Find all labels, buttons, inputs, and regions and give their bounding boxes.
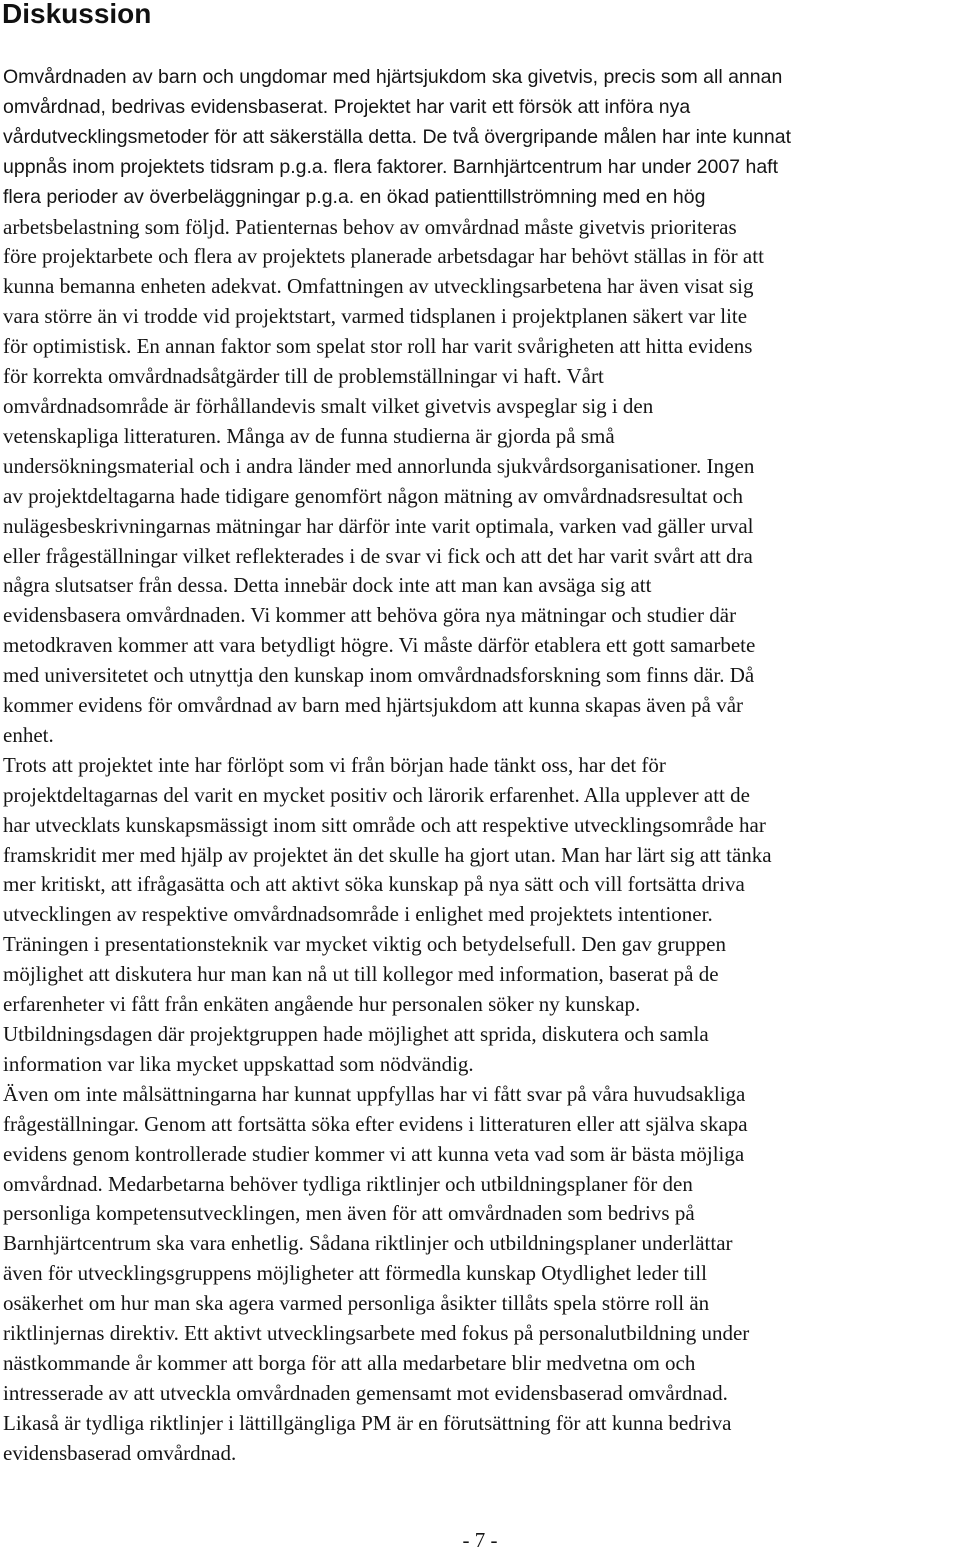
- text-line: evidensbasera omvårdnaden. Vi kommer att behöva göra nya mätningar och studier där: [3, 603, 737, 628]
- text-line: osäkerhet om hur man ska agera varmed personliga åsikter tillåts spela större roll än: [3, 1291, 710, 1316]
- text-line: omvårdnadsområde är förhållandevis smalt vilket givetvis avspeglar sig i den: [3, 393, 654, 418]
- text-line: intresserade av att utveckla omvårdnaden gemensamt mot evidensbaserad omvårdnad.: [3, 1380, 728, 1405]
- page-number: - 7 -: [462, 1528, 498, 1552]
- text-line: Träningen i presentationsteknik var mycket viktig och betydelsefull. Den gav gruppen: [3, 932, 726, 957]
- text-line: med universitetet och utnyttja den kunskap inom omvårdnadsforskning som finns där. Då: [3, 663, 755, 688]
- text-line: utvecklingen av respektive omvårdnadsområde i enlighet med projektets intentioner.: [3, 902, 713, 927]
- text-line: information var lika mycket uppskattad som nödvändig.: [3, 1051, 474, 1076]
- text-line: metodkraven kommer att vara betydligt högre. Vi måste därför etablera ett gott samarbete: [3, 633, 756, 658]
- text-line: före projektarbete och flera av projektets planerade arbetsdagar har behövt ställas in för att: [3, 244, 764, 269]
- discussion-body-text: [3, 63, 958, 1469]
- section-heading: Diskussion: [2, 0, 152, 29]
- text-line: har utvecklats kunskapsmässigt inom sitt område och att respektive utvecklingsområde har: [3, 812, 766, 837]
- text-line: vårdutvecklingsmetoder för att säkerställa detta. De två övergripande målen har inte kunnat: [3, 125, 792, 148]
- text-line: erfarenheter vi fått från enkäten angående hur personalen söker ny kunskap.: [3, 992, 641, 1017]
- text-line: några slutsatser från dessa. Detta innebär dock inte att man kan avsäga sig att: [3, 573, 652, 598]
- text-line: Trots att projektet inte har förlöpt som vi från början hade tänkt oss, har det för: [3, 752, 666, 777]
- text-line: framskridit mer med hjälp av projektet än det skulle ha gjort utan. Man har lärt sig att tänka: [3, 842, 772, 867]
- text-line: projektdeltagarnas del varit en mycket positiv och lärorik erfarenhet. Alla upplever att de: [3, 782, 750, 807]
- text-line: kommer evidens för omvårdnad av barn med hjärtsjukdom att kunna skapas även på vår: [3, 693, 744, 718]
- text-line: uppnås inom projektets tidsram p.g.a. flera faktorer. Barnhjärtcentrum har under 2007 haft: [3, 155, 779, 178]
- text-line: personliga kompetensutvecklingen, men även för att omvårdnaden som bedrivs på: [3, 1201, 695, 1226]
- text-line: nästkommande år kommer att borga för att alla medarbetare blir medvetna om och: [3, 1350, 696, 1375]
- text-line: eller frågeställningar vilket reflekterades i de svar vi fick och att det har varit svårt att dra: [3, 543, 753, 568]
- text-line: omvårdnad. Medarbetarna behöver tydliga riktlinjer och utbildningsplaner för den: [3, 1171, 693, 1196]
- text-line: Barnhjärtcentrum ska vara enhetlig. Sådana riktlinjer och utbildningsplaner underlättar: [3, 1231, 733, 1256]
- text-line: nulägesbeskrivningarnas mätningar har därför inte varit optimala, varken vad gäller urval: [3, 513, 754, 538]
- text-line: riktlinjernas direktiv. Ett aktivt utvecklingsarbete med fokus på personalutbildning under: [3, 1321, 750, 1346]
- text-line: evidensbaserad omvårdnad.: [3, 1440, 237, 1465]
- text-line: flera perioder av överbeläggningar p.g.a. en ökad patienttillströmning med en hög: [3, 185, 706, 208]
- text-line: möjlighet att diskutera hur man kan nå ut till kollegor med information, baserat på de: [3, 962, 719, 987]
- text-line: Även om inte målsättningarna har kunnat uppfyllas har vi fått svar på våra huvudsakliga: [3, 1081, 746, 1106]
- text-line: vara större än vi trodde vid projektstart, varmed tidsplanen i projektplanen säkert var lite: [3, 304, 748, 329]
- text-line: kunna bemanna enheten adekvat. Omfattningen av utvecklingsarbetena har även visat sig: [3, 274, 754, 299]
- text-line: undersökningsmaterial och i andra länder med annorlunda sjukvårdsorganisationer. Ingen: [3, 453, 755, 478]
- text-line: evidens genom kontrollerade studier kommer vi att kunna veta vad som är bästa möjliga: [3, 1141, 745, 1166]
- text-line: för optimistisk. En annan faktor som spelat stor roll har varit svårigheten att hitta evidens: [3, 334, 753, 359]
- text-line: även för utvecklingsgruppens möjligheter att förmedla kunskap Otydlighet leder till: [3, 1261, 707, 1286]
- text-line: för korrekta omvårdnadsåtgärder till de problemställningar vi haft. Vårt: [3, 364, 604, 389]
- text-line: omvårdnad, bedrivas evidensbaserat. Projektet har varit ett försök att införa nya: [3, 95, 691, 118]
- text-line: enhet.: [3, 722, 54, 747]
- text-line: Likaså är tydliga riktlinjer i lättillgängliga PM är en förutsättning för att kunna bedriva: [3, 1410, 732, 1435]
- text-line: frågeställningar. Genom att fortsätta söka efter evidens i litteraturen eller att själva skapa: [3, 1111, 748, 1136]
- text-line: Utbildningsdagen där projektgruppen hade möjlighet att sprida, diskutera och samla: [3, 1022, 709, 1046]
- text-line: Omvårdnaden av barn och ungdomar med hjärtsjukdom ska givetvis, precis som all annan: [3, 66, 783, 88]
- text-line: mer kritiskt, att ifrågasätta och att aktivt söka kunskap på nya sätt och vill fortsätta driva: [3, 872, 745, 897]
- text-line: arbetsbelastning som följd. Patienternas behov av omvårdnad måste givetvis prioriteras: [3, 214, 737, 239]
- text-line: av projektdeltagarna hade tidigare genomfört någon mätning av omvårdnadsresultat och: [3, 483, 743, 508]
- text-line: vetenskapliga litteraturen. Många av de funna studierna är gjorda på små: [3, 423, 615, 448]
